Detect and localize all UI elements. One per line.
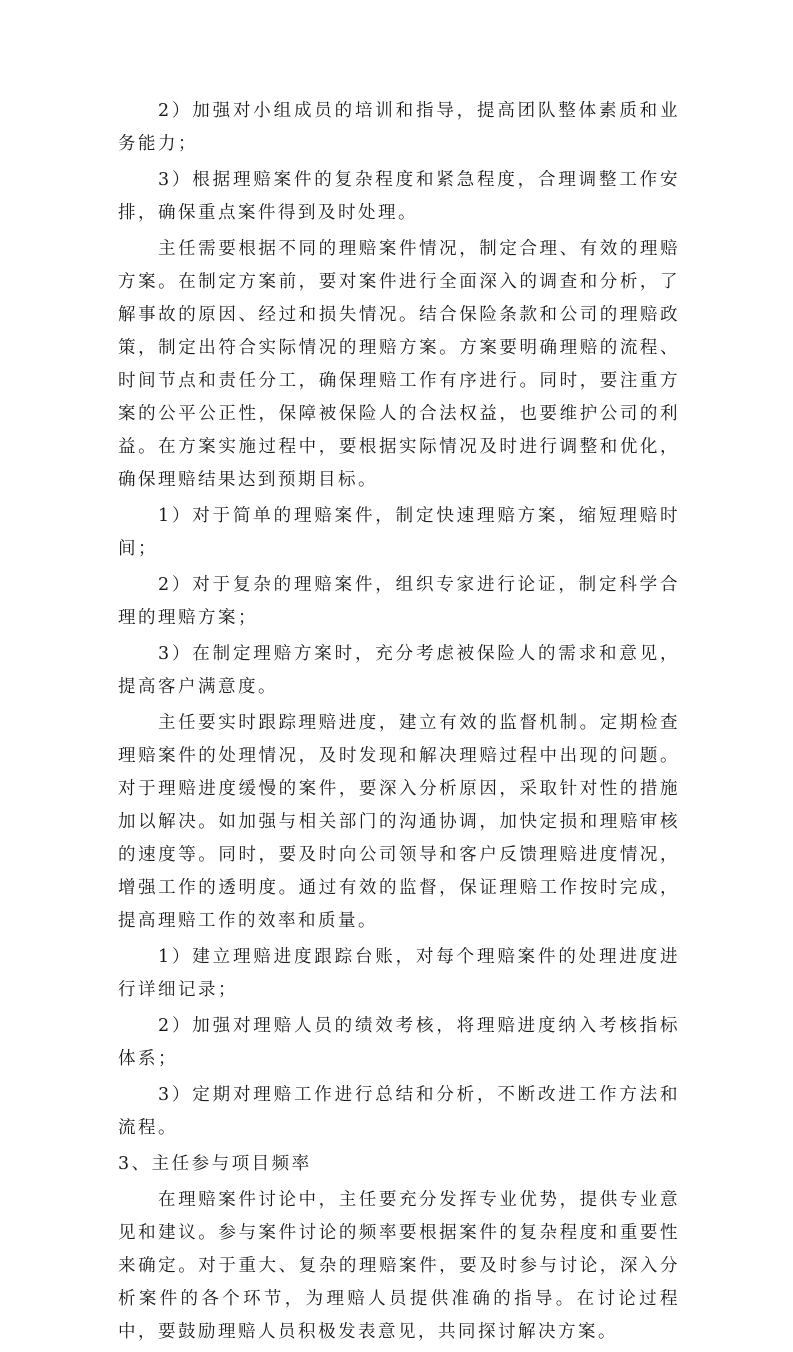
body-paragraph-claim-plan: 主任需要根据不同的理赔案件情况，制定合理、有效的理赔方案。在制定方案前，要对案件进行全面深入的调查和分析，了解事故的原因、经过和损失情况。结合保险条款和公司的理赔政策，制定出符合实际情况的理赔方案。方案要明确理赔的流程、时间节点和责任分工，确保理赔工作有序进行。同时，要注重方案的公平公正性，保障被保险人的合法权益，也要维护公司的利益。在方案实施过程中，要根据实际情况及时进行调整和优化，确保理赔结果达到预期目标。 — [118, 239, 680, 490]
list-item-training: 2）加强对小组成员的培训和指导，提高团队整体素质和业务能力； — [118, 101, 680, 154]
document-page — [118, 95, 680, 1352]
list-item-customer-satisfaction: 3）在制定理赔方案时，充分考虑被保险人的需求和意见，提高客户满意度。 — [118, 644, 680, 697]
body-paragraph-case-discussion: 在理赔案件讨论中，主任要充分发挥专业优势，提供专业意见和建议。参与案件讨论的频率要根据案件的复杂程度和重要性来确定。对于重大、复杂的理赔案件，要及时参与讨论，深入分析案件的各个环节，为理赔人员提供准确的指导。在讨论过程中，要鼓励理赔人员积极发表意见，共同探讨解决方案。 — [118, 1190, 680, 1342]
list-item-workload-adjustment: 3）根据理赔案件的复杂程度和紧急程度，合理调整工作安排，确保重点案件得到及时处理。 — [118, 170, 680, 223]
body-paragraph-progress-tracking: 主任要实时跟踪理赔进度，建立有效的监督机制。定期检查理赔案件的处理情况，及时发现和解决理赔过程中出现的问题。对于理赔进度缓慢的案件，要深入分析原因，采取针对性的措施加以解决。如加强与相关部门的沟通协调，加快定损和理赔审核的速度等。同时，要及时向公司领导和客户反馈理赔进度情况，增强工作的透明度。通过有效的监督，保证理赔工作按时完成，提高理赔工作的效率和质量。 — [118, 713, 680, 931]
list-item-periodic-summary: 3）定期对理赔工作进行总结和分析，不断改进工作方法和流程。 — [118, 1085, 680, 1138]
list-item-simple-cases: 1）对于简单的理赔案件，制定快速理赔方案，缩短理赔时间； — [118, 506, 680, 559]
list-item-tracking-ledger: 1）建立理赔进度跟踪台账，对每个理赔案件的处理进度进行详细记录； — [118, 947, 680, 1000]
list-item-performance-review: 2）加强对理赔人员的绩效考核，将理赔进度纳入考核指标体系； — [118, 1016, 680, 1069]
list-item-complex-cases: 2）对于复杂的理赔案件，组织专家进行论证，制定科学合理的理赔方案； — [118, 575, 680, 628]
section-heading: 3、主任参与项目频率 — [118, 1154, 312, 1174]
